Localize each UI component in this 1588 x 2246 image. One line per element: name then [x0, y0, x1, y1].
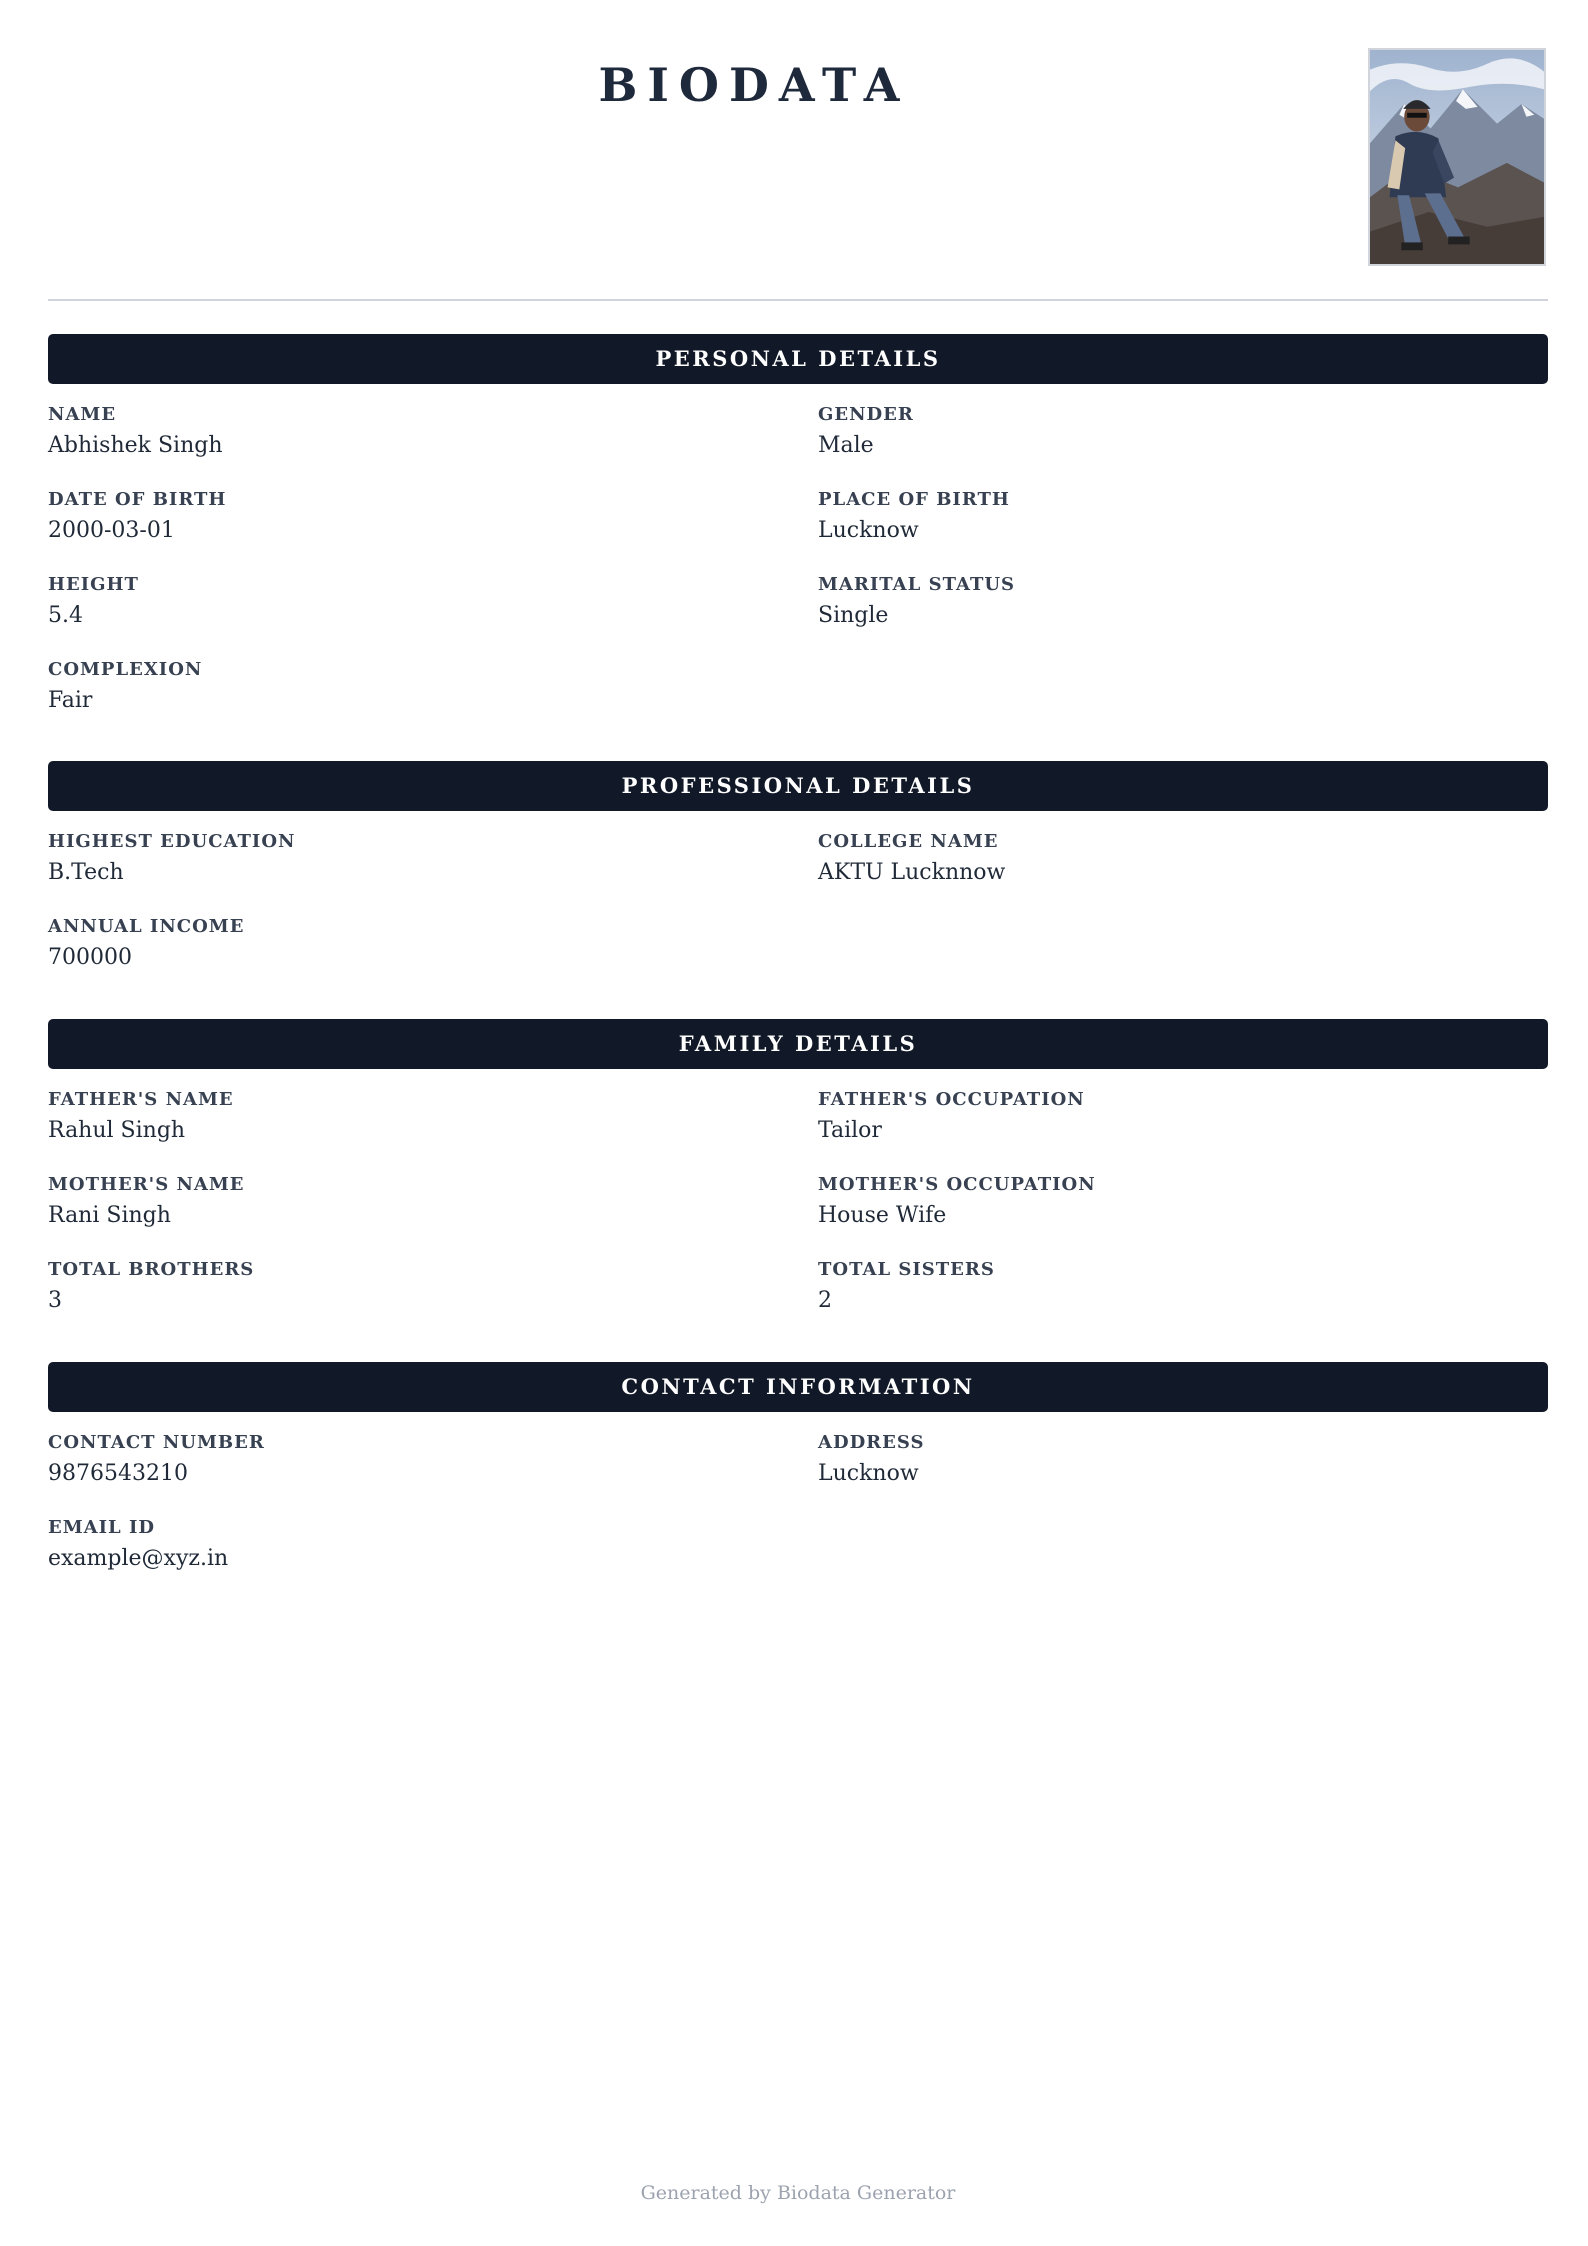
field-value: B.Tech	[48, 860, 124, 885]
field-value: Single	[818, 603, 889, 628]
field-label: PLACE OF BIRTH	[818, 489, 1010, 510]
field-fathers-name	[48, 1089, 748, 1143]
field-label: TOTAL SISTERS	[818, 1259, 995, 1280]
field-gender	[818, 404, 1518, 458]
field-total-brothers	[48, 1259, 748, 1313]
field-label: MOTHER'S OCCUPATION	[818, 1174, 1096, 1195]
field-value: Lucknow	[818, 518, 919, 543]
section-heading: PERSONAL DETAILS	[48, 334, 1548, 384]
field-value: example@xyz.in	[48, 1546, 229, 1571]
section-family-details	[48, 1019, 1548, 1313]
field-mothers-occupation	[818, 1174, 1518, 1228]
field-label: NAME	[48, 404, 117, 425]
field-complexion	[48, 659, 748, 713]
field-value: Tailor	[818, 1118, 882, 1143]
field-value: Male	[818, 433, 874, 458]
field-value: 2000-03-01	[48, 518, 175, 543]
field-label: ADDRESS	[818, 1432, 925, 1453]
field-label: GENDER	[818, 404, 914, 425]
field-label: HIGHEST EDUCATION	[48, 831, 296, 852]
field-highest-education	[48, 831, 748, 885]
field-height	[48, 574, 748, 628]
field-value: 2	[818, 1288, 832, 1313]
field-label: FATHER'S NAME	[48, 1089, 234, 1110]
field-mothers-name	[48, 1174, 748, 1228]
field-label: FATHER'S OCCUPATION	[818, 1089, 1085, 1110]
field-email-id	[48, 1517, 748, 1571]
field-label: MOTHER'S NAME	[48, 1174, 245, 1195]
field-name	[48, 404, 748, 458]
field-label: TOTAL BROTHERS	[48, 1259, 255, 1280]
field-address	[818, 1432, 1518, 1486]
footer-text: Generated by Biodata Generator	[640, 2182, 956, 2204]
field-value: Abhishek Singh	[48, 433, 223, 458]
field-contact-number	[48, 1432, 748, 1486]
field-value: 9876543210	[48, 1461, 188, 1486]
field-value: 3	[48, 1288, 62, 1313]
section-heading: CONTACT INFORMATION	[48, 1362, 1548, 1412]
field-value: Fair	[48, 688, 93, 713]
profile-photo	[1368, 48, 1546, 266]
page-title: BIODATA	[598, 58, 910, 112]
field-value: Lucknow	[818, 1461, 919, 1486]
field-label: ANNUAL INCOME	[48, 916, 245, 937]
field-value: AKTU Lucknnow	[818, 860, 1006, 885]
section-personal-details	[48, 334, 1548, 713]
field-label: MARITAL STATUS	[818, 574, 1016, 595]
field-value: House Wife	[818, 1203, 947, 1228]
field-place-of-birth	[818, 489, 1518, 543]
section-professional-details	[48, 761, 1548, 970]
field-label: CONTACT NUMBER	[48, 1432, 265, 1453]
field-label: HEIGHT	[48, 574, 139, 595]
section-heading: PROFESSIONAL DETAILS	[48, 761, 1548, 811]
section-heading: FAMILY DETAILS	[48, 1019, 1548, 1069]
field-label: EMAIL ID	[48, 1517, 155, 1538]
field-value: Rani Singh	[48, 1203, 171, 1228]
field-label: DATE OF BIRTH	[48, 489, 227, 510]
field-value: Rahul Singh	[48, 1118, 186, 1143]
field-label: COMPLEXION	[48, 659, 203, 680]
field-total-sisters	[818, 1259, 1518, 1313]
field-label: COLLEGE NAME	[818, 831, 999, 852]
field-marital-status	[818, 574, 1518, 628]
field-value: 5.4	[48, 603, 83, 628]
field-date-of-birth	[48, 489, 748, 543]
section-contact-information	[48, 1362, 1548, 1571]
profile-photo-image	[1370, 50, 1544, 264]
header-divider	[48, 299, 1548, 301]
field-annual-income	[48, 916, 748, 970]
field-college-name	[818, 831, 1518, 885]
field-value: 700000	[48, 945, 132, 970]
field-fathers-occupation	[818, 1089, 1518, 1143]
